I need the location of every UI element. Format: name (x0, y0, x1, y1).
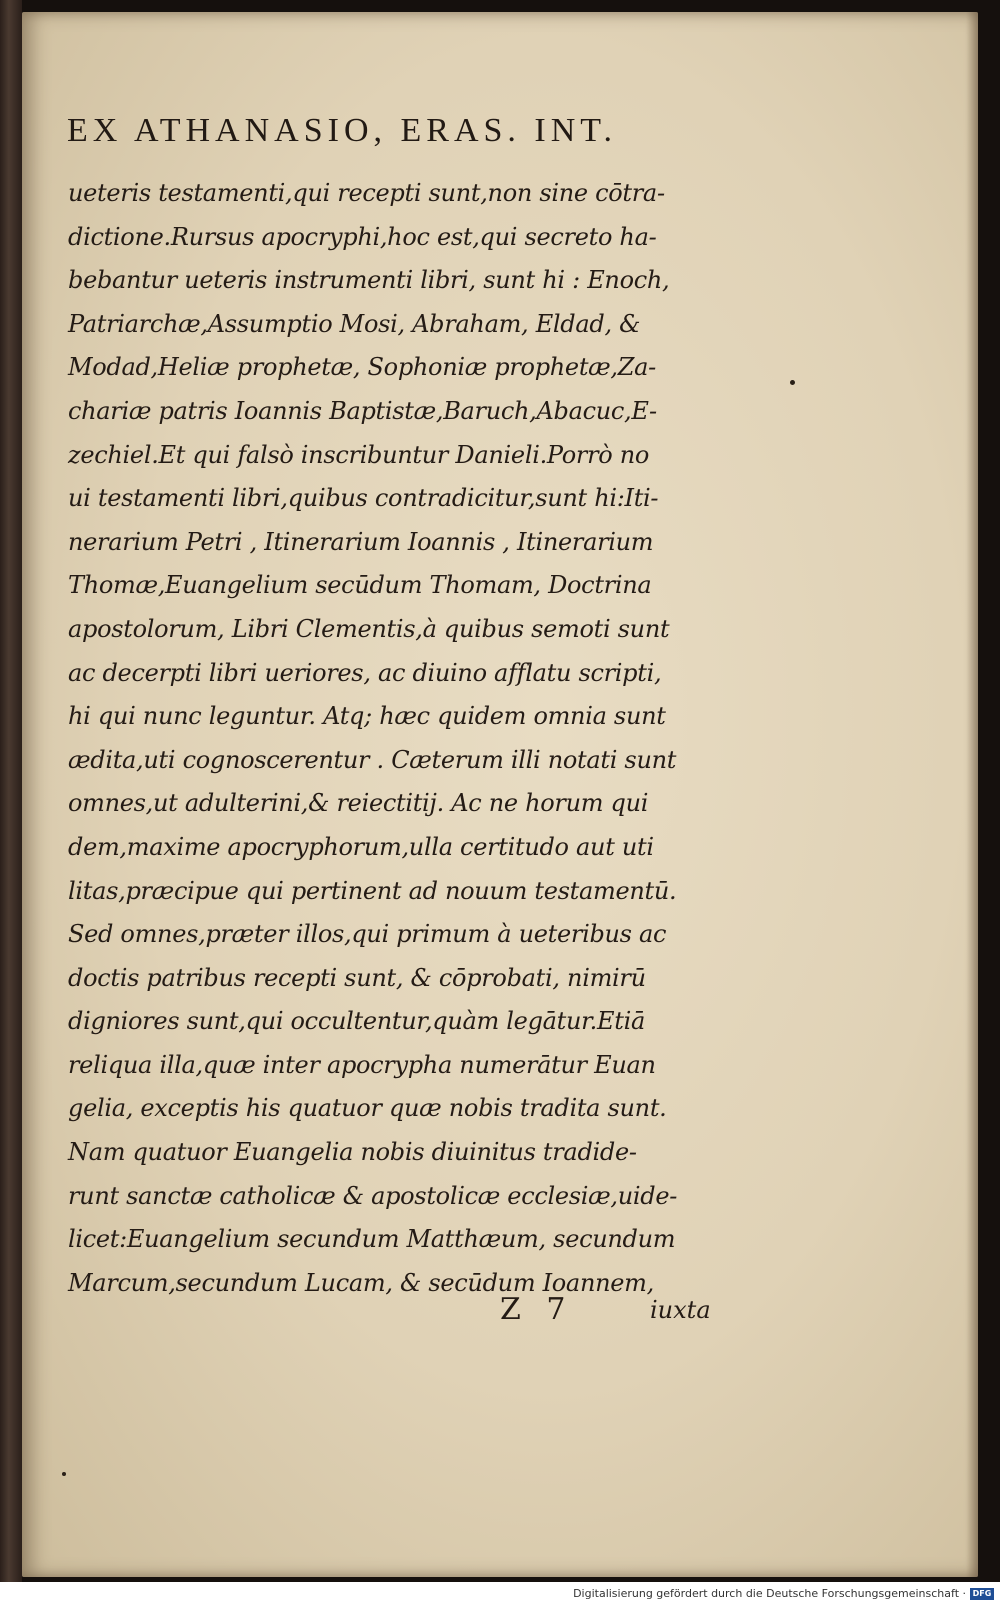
text-line: bebantur ueteris instrumenti libri, sunt hi : Enoch, (68, 266, 670, 295)
text-line: Patriarchæ,Assumptio Mosi, Abraham, Eldad, & (68, 309, 641, 338)
text-line: gelia, exceptis his quatuor quæ nobis tradita sunt. (68, 1094, 667, 1123)
text-line: ui testamenti libri,quibus contradicitur,sunt hi:Iti- (68, 484, 659, 513)
dfg-logo: DFG (970, 1588, 994, 1600)
text-line: ædita,uti cognoscerentur . Cæterum illi notati sunt (68, 745, 677, 774)
text-line: Modad,Heliæ prophetæ, Sophoniæ prophetæ,Za- (68, 353, 656, 382)
book-spine (0, 0, 22, 1582)
credit-text: Digitalisierung gefördert durch die Deutsche Forschungsgemeinschaft · (573, 1587, 966, 1600)
text-line: ueteris testamenti,qui recepti sunt,non sine cōtra- (68, 179, 665, 207)
running-head: EX ATHANASIO, ERAS. INT. (67, 112, 618, 149)
text-line: ac decerpti libri ueriores, ac diuino afflatu scripti, (68, 658, 662, 687)
text-line: licet:Euangelium secundum Matthæum, secundum (68, 1225, 676, 1254)
book-page (22, 12, 978, 1577)
page-edge-shadow (966, 12, 978, 1577)
text-line: zechiel.Et qui falsò inscribuntur Danieli.Porrò no (68, 440, 650, 469)
text-line: omnes,ut adulterini,& reiectitij. Ac ne horum qui (68, 789, 649, 818)
text-line: Sed omnes,præter illos,qui primum à ueteribus ac (68, 920, 667, 949)
text-line: dem,maxime apocryphorum,ulla certitudo aut uti (68, 832, 654, 861)
ink-speck (62, 1472, 66, 1476)
text-line: Marcum,secundum Lucam, & secūdum Ioannem, (68, 1268, 654, 1297)
text-line: litas,præcipue qui pertinent ad nouum testamentū. (68, 876, 677, 905)
text-line: doctis patribus recepti sunt, & cōprobati, nimirū (68, 963, 646, 992)
signature-mark: Z 7 (500, 1292, 574, 1327)
text-line: chariæ patris Ioannis Baptistæ,Baruch,Abacuc,E- (68, 396, 657, 425)
digitization-credit (0, 1586, 1000, 1604)
text-line: Nam quatuor Euangelia nobis diuinitus tradide- (68, 1138, 637, 1167)
text-line: hi qui nunc leguntur. Atq; hæc quidem omnia sunt (68, 702, 666, 731)
text-line: Thomæ,Euangelium secūdum Thomam, Doctrina (68, 571, 652, 600)
text-line: runt sanctæ catholicæ & apostolicæ ecclesiæ,uide- (68, 1181, 678, 1210)
body-text (68, 172, 748, 1305)
page-footer (22, 1292, 978, 1332)
text-line: apostolorum, Libri Clementis,à quibus semoti sunt (68, 614, 670, 643)
text-line: nerarium Petri , Itinerarium Ioannis , Itinerarium (68, 527, 654, 556)
text-line: reliqua illa,quæ inter apocrypha numerātur Euan (68, 1050, 656, 1079)
text-line: digniores sunt,qui occultentur,quàm legātur.Etiā (68, 1007, 645, 1036)
text-line: dictione.Rursus apocryphi,hoc est,qui secreto ha- (68, 222, 657, 251)
catchword: iuxta (650, 1296, 711, 1324)
ink-speck (790, 380, 795, 385)
